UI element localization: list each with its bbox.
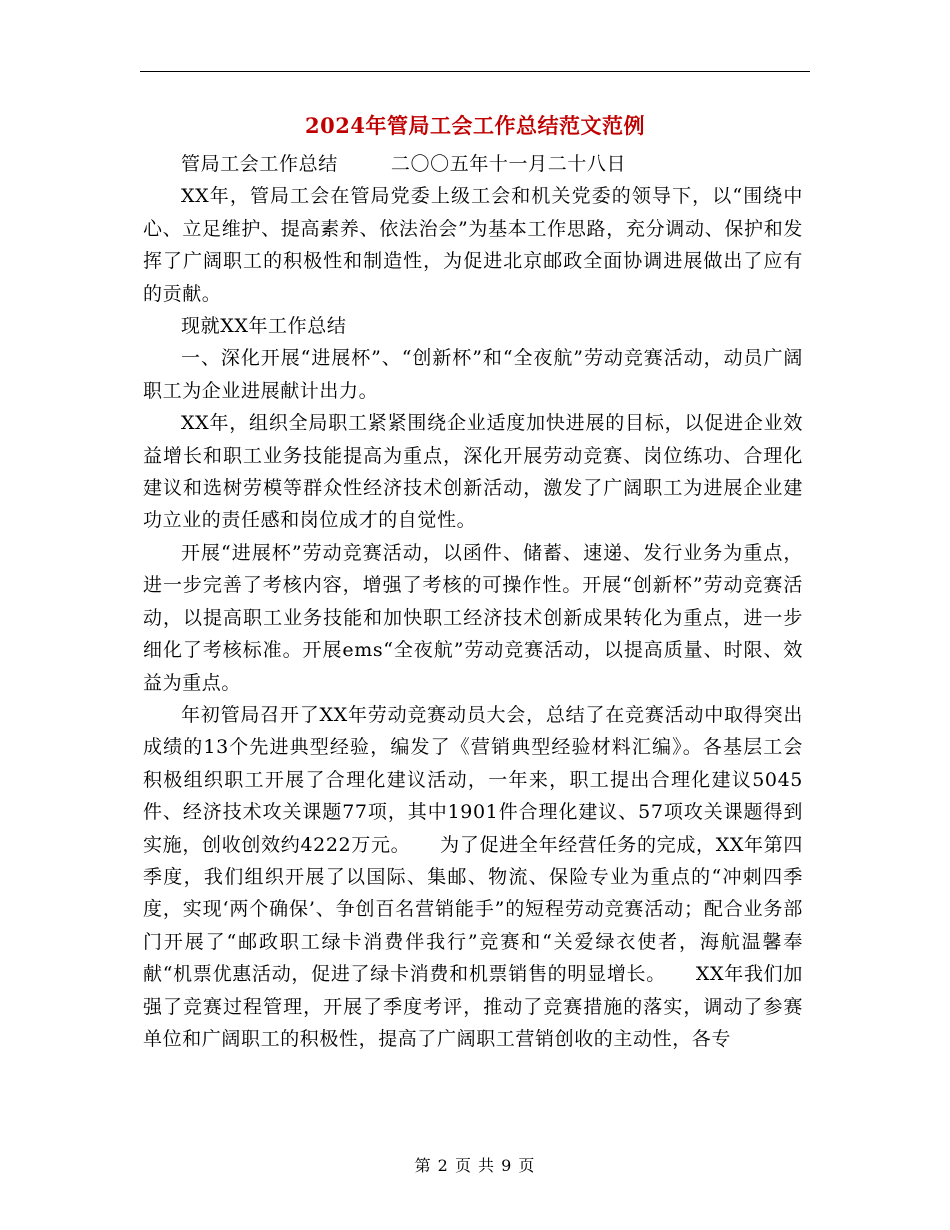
document-body [143, 148, 803, 1055]
header-rule [140, 71, 810, 72]
paragraph-5: 开展“进展杯”劳动竞赛活动，以函件、储蓄、速递、发行业务为重点，进一步完善了考核内容，增强了考核的可操作性。开展“创新杯”劳动竞赛活动，以提高职工业务技能和加快职工经济技术创新成果转化为重点，进一步细化了考核标准。开展ems“全夜航”劳动竞赛活动，以提高质量、时限、效益为重点。 [143, 541, 803, 694]
paragraph-6: 年初管局召开了XX年劳动竞赛动员大会，总结了在竞赛活动中取得突出成绩的13个先进典型经验，编发了《营销典型经验材料汇编》。各基层工会积极组织职工开展了合理化建议活动，一年来，职工提出合理化建议5045件、经济技术攻关课题77项，其中1901件合理化建议、57项攻关课题得到实施，创收创效约4222万元。 为了促进全年经营任务的完成，XX年第四季度，我们组织开展了以国际、集邮、物流、保险专业为重点的“冲刺四季度，实现‘两个确保’、争创百名营销能手”的短程劳动竞赛活动；配合业务部门开展了“邮政职工绿卡消费伴我行”竞赛和“关爱绿衣使者，海航温馨奉献“机票优惠活动，促进了绿卡消费和机票销售的明显增长。 XX年我们加强了竞赛过程管理，开展了季度考评，推动了竞赛措施的落实，调动了参赛单位和广阔职工的积极性，提高了广阔职工营销创收的主动性，各专 [143, 703, 803, 1050]
paragraph-1: XX年，管局工会在管局党委上级工会和机关党委的领导下，以“围绕中心、立足维护、提高素养、依法治会”为基本工作思路，充分调动、保护和发挥了广阔职工的积极性和制造性，为促进北京邮政全面协调进展做出了应有的贡献。 [143, 185, 803, 305]
paragraph-2: 现就XX年工作总结 [181, 315, 347, 338]
document-subtitle: 管局工会工作总结 二〇〇五年十一月二十八日 [181, 153, 627, 175]
page-number: 第 2 页 共 9 页 [414, 1156, 536, 1175]
paragraph-4: XX年，组织全局职工紧紧围绕企业适度加快进展的目标，以促进企业效益增长和职工业务技能提高为重点，深化开展劳动竞赛、岗位练功、合理化建议和选树劳模等群众性经济技术创新活动，激发了广阔职工为进展企业建功立业的责任感和岗位成才的自觉性。 [143, 412, 803, 532]
paragraph-3: 一、深化开展“进展杯”、“创新杯”和“全夜航”劳动竞赛活动，动员广阔职工为企业进展献计出力。 [143, 347, 803, 402]
document-title: 2024年管局工会工作总结范文范例 [305, 113, 645, 138]
